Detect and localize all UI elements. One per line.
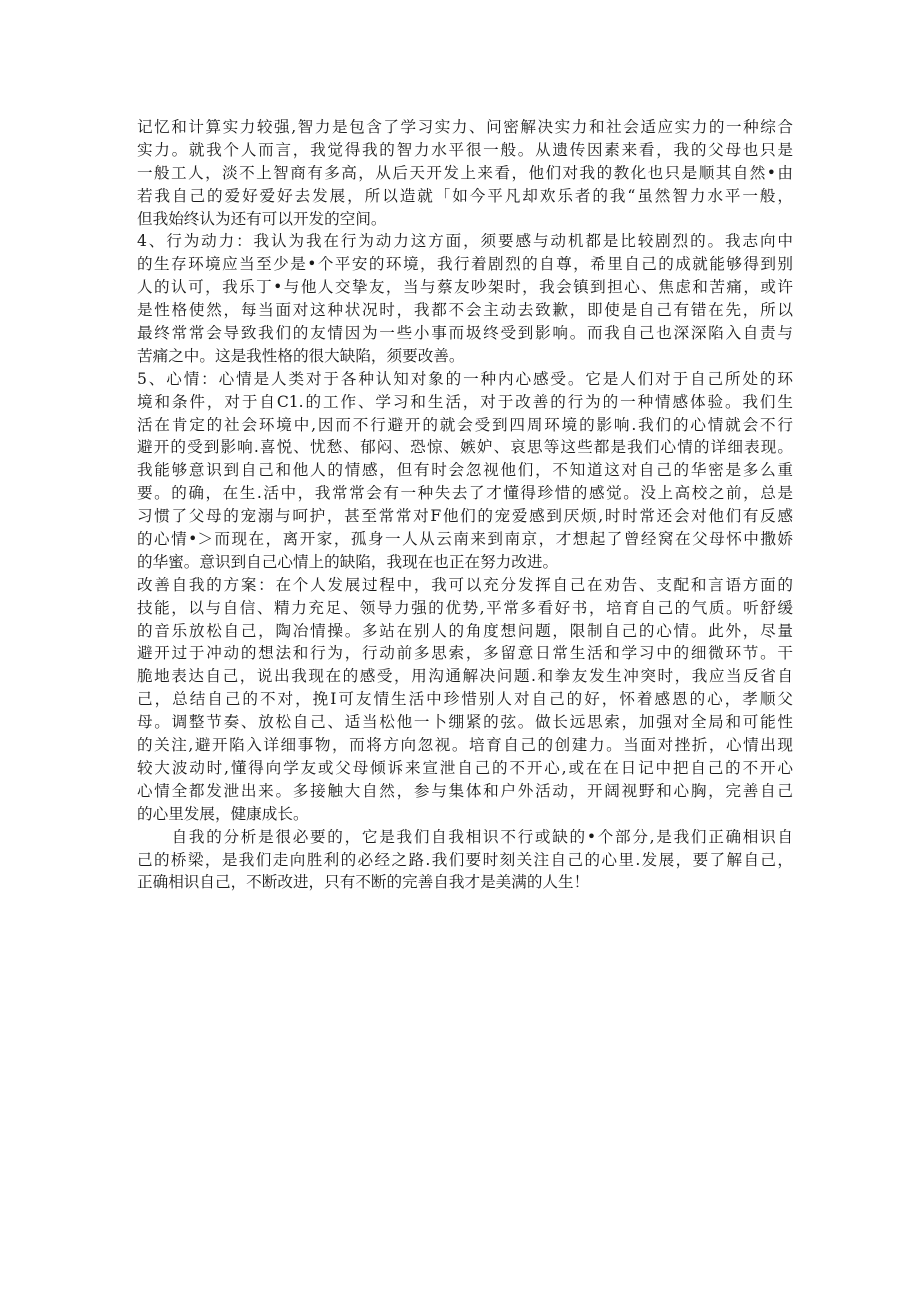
text-line: 是性格使然，每当面对这种状况时，我都不会主动去致歉，即使是自己有错在先，所以 bbox=[137, 301, 793, 320]
text-line: 心情全都发泄出来。多接触大自然，参与集体和户外活动，开阔视野和心胸，完善自己 bbox=[137, 781, 793, 800]
text-line: 要。的确，在生.活中，我常常会有一种失去了才懂得珍惜的感觉。没上高校之前，总是 bbox=[137, 484, 793, 503]
text-line: 最终常常会导致我们的友情因为一些小事而圾终受到影响。而我自己也深深陷入自责与 bbox=[137, 324, 793, 343]
text-line: 脆地表达自己，说出我现在的感受，用沟通解决问题.和拳友发生冲突时，我应当反省自 bbox=[137, 667, 793, 686]
text-line: 较大波动时,懂得向学友或父母倾诉来宣泄自己的不开心,或在在日记中把自己的不开心 bbox=[137, 758, 793, 777]
text-line: 自我的分析是很必要的，它是我们自我相识不行或缺的•个部分,是我们正确相识自 bbox=[137, 827, 793, 846]
text-line: 境和条件，对于自C1.的工作、学习和生活，对于改善的行为的一种情感体验。我们生 bbox=[137, 392, 793, 411]
document-body bbox=[137, 116, 793, 894]
text-line: 母。调整节奏、放松自己、适当松他一卜绷紧的弦。做长远思索，加强对全局和可能性 bbox=[137, 713, 793, 732]
text-line: 苦痛之中。这是我性格的很大缺陷，须要改善。 bbox=[137, 346, 465, 365]
text-line: 避开的受到影响.喜悦、忧愁、郁闷、恐惊、嫉妒、哀思等这些都是我们心情的详细表现。 bbox=[137, 438, 793, 457]
text-line: 的生存环境应当至少是•个平安的环境，我行着剧烈的自尊，希里自己的成就能够得到别 bbox=[137, 255, 793, 274]
text-line: 的华蜜。意识到自己心情上的缺陷，我现在也正在努力改进。 bbox=[137, 552, 559, 571]
text-line: 的心情•＞而现在，离开家，孤身一人从云南来到南京，才想起了曾经窝在父母怀中撒娇 bbox=[137, 530, 793, 549]
text-line: 活在肯定的社会环境中,因而不行避开的就会受到四周环境的影响.我们的心情就会不行 bbox=[137, 415, 793, 434]
text-line: 我能够意识到自己和他人的情感，但有时会忽视他们，不知道这对自己的华密是多么重 bbox=[137, 461, 793, 480]
text-line: 人的认可，我乐丁•与他人交挚友，当与蔡友吵架时，我会镇到担心、焦虑和苦痛，或许 bbox=[137, 278, 793, 297]
text-line: 若我自己的爱好爱好去发展，所以造就「如今平凡却欢乐者的我“虽然智力水平一般， bbox=[137, 186, 793, 205]
text-line: 实力。就我个人而言，我觉得我的智力水平很一般。从遗传因素来看，我的父母也只是 bbox=[137, 140, 793, 159]
text-line: 记忆和计算实力较强,智力是包含了学习实力、问密解决实力和社会适应实力的一种综合 bbox=[137, 118, 793, 136]
text-line: 但我始终认为还有可以开发的空间。 bbox=[137, 209, 387, 228]
text-line: 习惯了父母的宠溺与呵护，甚至常常对F他们的宠爱感到厌烦,时时常还会对他们有反感 bbox=[137, 507, 793, 526]
text-line: 己的桥梁，是我们走向胜利的必经之路.我们要时刻关注自己的心里.发展，要了解自己， bbox=[137, 850, 793, 869]
text-line: 5、心情：心情是人类对于各种认知对象的一种内心感受。它是人们对于自己所处的环 bbox=[137, 369, 793, 388]
text-line: 正确相识自己，不断改进，只有不断的完善自我才是美满的人生！ bbox=[137, 873, 590, 892]
text-line: 己，总结自己的不对，挽I可友情生活中珍惜别人对自己的好，怀着感恩的心，孝顺父 bbox=[137, 690, 793, 709]
text-line: 一般工人，淡不上智商有多高，从后天开发上来看，他们对我的教化也只是顺其自然•由 bbox=[137, 163, 793, 182]
text-line: 避开过于冲动的想法和行为，行动前多思索，多留意日常生活和学习中的细微环节。干 bbox=[137, 644, 793, 663]
text-line: 的关注,避开陷入详细事物，而将方向忽视。培育自己的创建力。当面对挫折，心情出现 bbox=[137, 736, 793, 755]
text-line: 4、行为动力：我认为我在行为动力这方面，须要感与动机都是比较剧烈的。我志向中 bbox=[137, 232, 793, 251]
text-line: 的音乐放松自己，陶冶情操。多站在别人的角度想问题，限制自己的心情。此外，尽量 bbox=[137, 621, 793, 640]
text-line: 的心里发展，健康成长。 bbox=[137, 804, 309, 823]
text-line: 技能，以与自信、精力充足、领导力强的优势,平常多看好书，培育自己的气质。听舒缓 bbox=[137, 598, 793, 617]
text-line: 改善自我的方案：在个人发展过程中，我可以充分发挥自己在劝告、支配和言语方面的 bbox=[137, 575, 793, 594]
